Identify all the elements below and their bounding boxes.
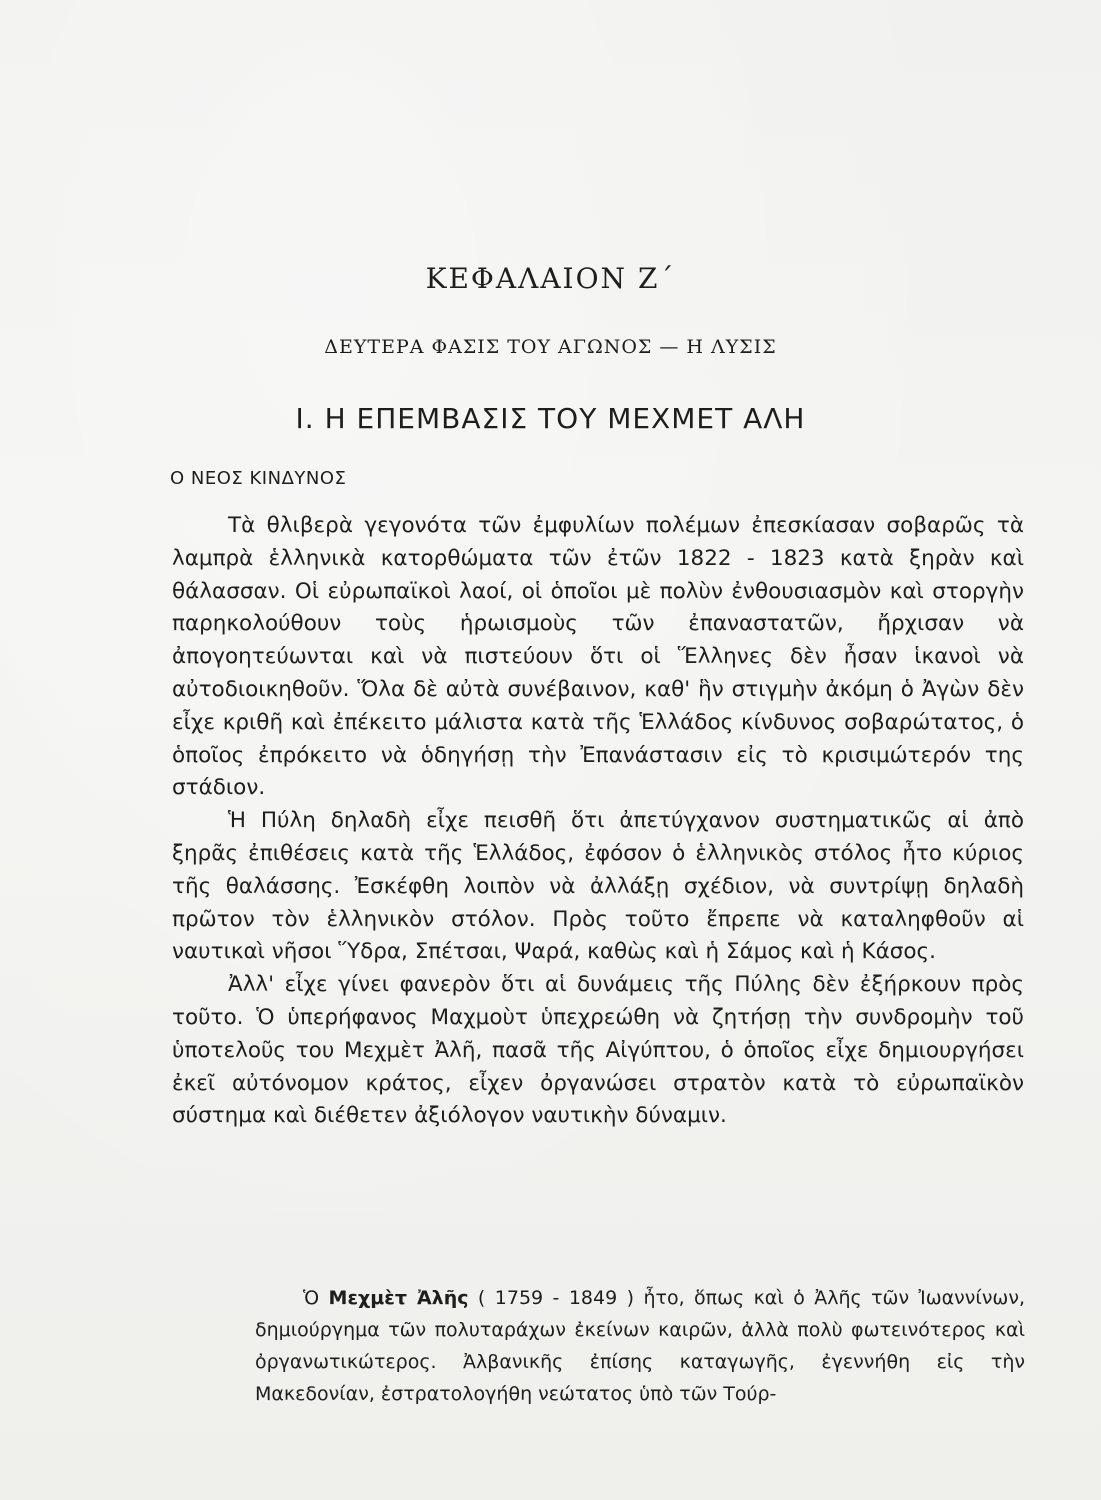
chapter-title: ΚΕΦΑΛΑΙΟΝ Ζ΄ — [425, 262, 676, 295]
footnote — [255, 1282, 1025, 1410]
footnote-lead: Ὁ — [303, 1287, 329, 1309]
footnote-text: ( 1759 - 1849 ) ἦτο, ὅπως καὶ ὁ Ἀλῆς τῶν Ἰωαννίνων, δημιούργημα τῶν πολυταράχων ἐκείνων καιρῶν, ἀλλὰ πολὺ φωτεινότερος καὶ ὀργανωτικώτερος. Ἀλβανικῆς ἐπίσης καταγωγῆς, ἐγεννήθη εἰς τὴν Μακεδονίαν, ἐστρατολογήθη νεώτατος ὑπὸ τῶν Τούρ- — [255, 1287, 1025, 1405]
section-title: ΔΕΥΤΕΡΑ ΦΑΣΙΣ ΤΟΥ ΑΓΩΝΟΣ — Η ΛΥΣΙΣ — [324, 336, 777, 358]
body-text — [172, 510, 1024, 1133]
subsection-heading: Ο ΝΕΟΣ ΚΙΝΔΥΝΟΣ — [170, 468, 347, 489]
paragraph-2: Ἡ Πύλη δηλαδὴ εἶχε πεισθῆ ὅτι ἀπετύγχανον συστηματικῶς αἱ ἀπὸ ξηρᾶς ἐπιθέσεις κατὰ τῆς Ἑλλάδος, ἐφόσον ὁ ἑλληνικὸς στόλος ἦτο κύριος τῆς θαλάσσης. Ἐσκέφθη λοιπὸν νὰ ἀλλάξῃ σχέδιον, νὰ συντρίψῃ δηλαδὴ πρῶτον τὸν ἑλληνικὸν στόλον. Πρὸς τοῦτο ἔπρεπε νὰ καταληφθοῦν αἱ ναυτικαὶ νῆσοι Ὕδρα, Σπέτσαι, Ψαρά, καθὼς καὶ ἡ Σάμος καὶ ἡ Κάσος. — [172, 808, 1024, 965]
footnote-name: Μεχμὲτ Ἀλῆς — [328, 1287, 469, 1309]
sub-title: Ι. Η ΕΠΕΜΒΑΣΙΣ ΤΟΥ ΜΕΧΜΕΤ ΑΛΗ — [295, 402, 806, 435]
paragraph-3: Ἀλλ' εἶχε γίνει φανερὸν ὅτι αἱ δυνάμεις τῆς Πύλης δὲν ἐξήρκουν πρὸς τοῦτο. Ὁ ὑπερήφανος Μαχμοὺτ ὑπεχρεώθη νὰ ζητήσῃ τὴν συνδρομὴν τοῦ ὑποτελοῦς του Μεχμὲτ Ἀλῆ, πασᾶ τῆς Αἰγύπτου, ὁ ὁποῖος εἶχε δημιουργήσει ἐκεῖ αὐτόνομον κράτος, εἶχεν ὀργανώσει στρατὸν κατὰ τὸ εὐρωπαϊκὸν σύστημα καὶ διέθετεν ἀξιόλογον ναυτικὴν δύναμιν. — [172, 972, 1024, 1129]
paragraph-1: Τὰ θλιβερὰ γεγονότα τῶν ἐμφυλίων πολέμων ἐπεσκίασαν σοβαρῶς τὰ λαμπρὰ ἑλληνικὰ κατορθώματα τῶν ἐτῶν 1822 - 1823 κατὰ ξηρὰν καὶ θάλασσαν. Οἱ εὐρωπαϊκοὶ λαοί, οἱ ὁποῖοι μὲ πολὺν ἐνθουσιασμὸν καὶ στοργὴν παρηκολούθουν τοὺς ἡρωισμοὺς τῶν ἐπαναστατῶν, ἤρχισαν νὰ ἀπογοητεύωνται καὶ νὰ πιστεύουν ὅτι οἱ Ἕλληνες δὲν ἦσαν ἱκανοὶ νὰ αὐτοδιοικηθοῦν. Ὅλα δὲ αὐτὰ συνέβαινον, καθ' ἣν στιγμὴν ἀκόμη ὁ Ἀγὼν δὲν εἶχε κριθῆ καὶ ἐπέκειτο μάλιστα κατὰ τῆς Ἑλλάδος κίνδυνος σοβαρώτατος, ὁ ὁποῖος ἐπρόκειτο νὰ ὁδηγήσῃ τὴν Ἐπανάστασιν εἰς τὸ κρισιμώτερόν της στάδιον. — [172, 513, 1024, 801]
